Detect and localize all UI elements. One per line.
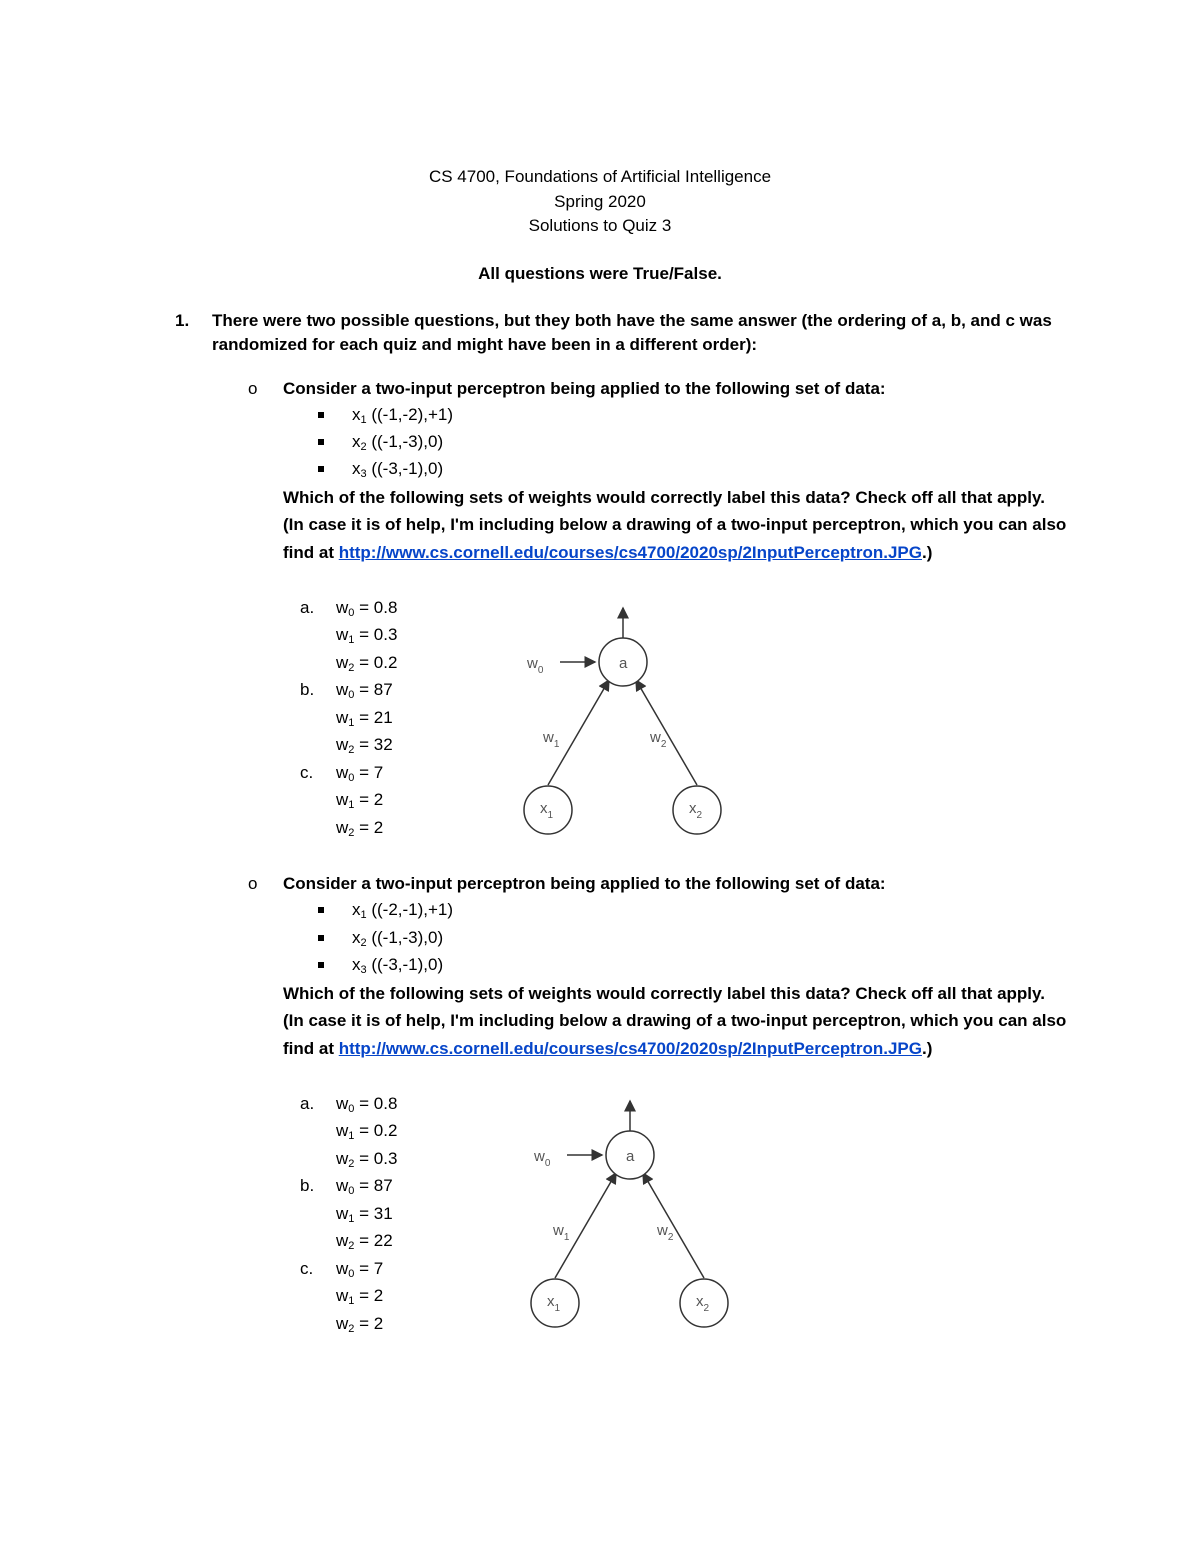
option-w0: $w_0 = 7$ bbox=[336, 763, 384, 784]
option-letter: b. bbox=[300, 680, 315, 699]
w2-label: $w_2$ bbox=[657, 1222, 674, 1243]
w2-arrow bbox=[643, 1173, 704, 1278]
variant-which: Which of the following sets of weights would correctly label this data? Check off all that apply. bbox=[283, 984, 1045, 1003]
data-point: $x_3$ ((-3,-1),0) bbox=[352, 955, 444, 976]
document-term: Spring 2020 bbox=[554, 192, 646, 211]
option-w1: $w_1 = 0.2$ bbox=[336, 1121, 398, 1142]
data-point: $x_1$ ((-1,-2),+1) bbox=[352, 405, 454, 426]
option-letter: a. bbox=[300, 1094, 315, 1113]
option-letter: c. bbox=[300, 1259, 314, 1278]
document-title: CS 4700, Foundations of Artificial Intelligence bbox=[428, 167, 772, 186]
perceptron-image-link[interactable]: http://www.cs.cornell.edu/courses/cs4700/2020sp/2InputPerceptron.JPG bbox=[338, 1039, 922, 1058]
option-w0: $w_0 = 7$ bbox=[336, 1259, 384, 1280]
variant-link-line: find at http://www.cs.cornell.edu/courses/cs4700/2020sp/2InputPerceptron.JPG.) bbox=[283, 1039, 933, 1058]
variant-marker: o bbox=[248, 874, 258, 893]
option-w0: $w_0 = 87$ bbox=[336, 680, 393, 701]
w0-label: $w_0$ bbox=[527, 655, 544, 676]
question-number: 1. bbox=[175, 311, 190, 330]
w1-arrow bbox=[548, 680, 609, 785]
document-subtitle: Solutions to Quiz 3 bbox=[528, 216, 672, 235]
w1-label: $w_1$ bbox=[543, 729, 560, 750]
option-w1: $w_1 = 31$ bbox=[336, 1204, 393, 1225]
option-w1: $w_1 = 0.3$ bbox=[336, 625, 398, 646]
option-w2: $w_2 = 2$ bbox=[336, 818, 384, 839]
square-bullet-icon bbox=[318, 412, 324, 418]
variant-prompt: Consider a two-input perceptron being applied to the following set of data: bbox=[283, 874, 886, 893]
data-point: $x_1$ ((-2,-1),+1) bbox=[352, 900, 454, 921]
document-note: All questions were True/False. bbox=[478, 264, 722, 283]
perceptron-image-link[interactable]: http://www.cs.cornell.edu/courses/cs4700/2020sp/2InputPerceptron.JPG bbox=[338, 543, 922, 562]
data-point: $x_2$ ((-1,-3),0) bbox=[352, 432, 444, 453]
variant-marker: o bbox=[248, 379, 258, 398]
data-point: $x_2$ ((-1,-3),0) bbox=[352, 928, 444, 949]
option-w0: $w_0 = 87$ bbox=[336, 1176, 393, 1197]
option-w2: $w_2 = 32$ bbox=[336, 735, 393, 756]
w1-arrow bbox=[555, 1173, 616, 1278]
x1-label: $x_1$ bbox=[540, 800, 554, 821]
w2-arrow bbox=[636, 680, 697, 785]
variant-which: Which of the following sets of weights would correctly label this data? Check off all that apply. bbox=[283, 488, 1045, 507]
option-letter: b. bbox=[300, 1176, 315, 1195]
variant-prompt: Consider a two-input perceptron being applied to the following set of data: bbox=[283, 379, 886, 398]
perceptron-diagram bbox=[517, 1093, 747, 1333]
option-w0: $w_0 = 0.8$ bbox=[336, 598, 398, 619]
option-w2: $w_2 = 0.3$ bbox=[336, 1149, 398, 1170]
option-w2: $w_2 = 2$ bbox=[336, 1314, 384, 1335]
question-intro-line1: There were two possible questions, but they both have the same answer (the ordering of a, b, and c was bbox=[212, 311, 1052, 330]
square-bullet-icon bbox=[318, 962, 324, 968]
variant-link-line: find at http://www.cs.cornell.edu/courses/cs4700/2020sp/2InputPerceptron.JPG.) bbox=[283, 543, 933, 562]
node-a-label: a bbox=[619, 655, 628, 672]
option-w1: $w_1 = 2$ bbox=[336, 790, 384, 811]
x1-label: $x_1$ bbox=[547, 1293, 561, 1314]
square-bullet-icon bbox=[318, 935, 324, 941]
variant-help: (In case it is of help, I'm including below a drawing of a two-input perceptron, which you can also bbox=[283, 515, 1067, 534]
w2-label: $w_2$ bbox=[650, 729, 667, 750]
question-intro-line2: randomized for each quiz and might have been in a different order): bbox=[212, 335, 758, 354]
x2-label: $x_2$ bbox=[689, 800, 703, 821]
square-bullet-icon bbox=[318, 466, 324, 472]
data-point: $x_3$ ((-3,-1),0) bbox=[352, 459, 444, 480]
node-a-label: a bbox=[626, 1148, 635, 1165]
option-w1: $w_1 = 2$ bbox=[336, 1286, 384, 1307]
perceptron-diagram bbox=[510, 600, 740, 840]
option-w1: $w_1 = 21$ bbox=[336, 708, 393, 729]
x2-label: $x_2$ bbox=[696, 1293, 710, 1314]
option-w0: $w_0 = 0.8$ bbox=[336, 1094, 398, 1115]
square-bullet-icon bbox=[318, 907, 324, 913]
w1-label: $w_1$ bbox=[553, 1222, 570, 1243]
option-w2: $w_2 = 22$ bbox=[336, 1231, 393, 1252]
w0-label: $w_0$ bbox=[534, 1148, 551, 1169]
option-letter: a. bbox=[300, 598, 315, 617]
variant-help: (In case it is of help, I'm including below a drawing of a two-input perceptron, which you can also bbox=[283, 1011, 1067, 1030]
option-letter: c. bbox=[300, 763, 314, 782]
square-bullet-icon bbox=[318, 439, 324, 445]
option-w2: $w_2 = 0.2$ bbox=[336, 653, 398, 674]
